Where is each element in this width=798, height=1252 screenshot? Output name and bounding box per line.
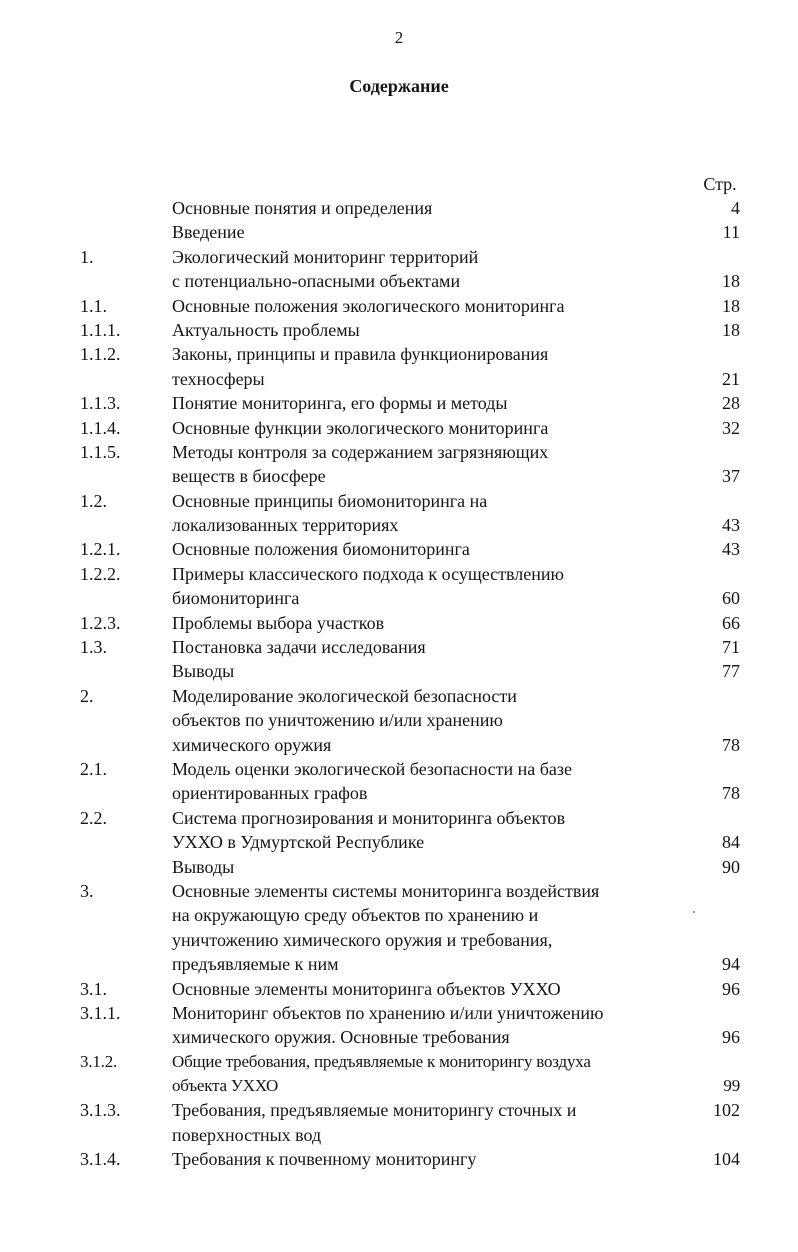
toc-page-number: 102 <box>713 1100 740 1121</box>
toc-entry-text: объекта УХХО <box>172 1076 279 1096</box>
page-title: Содержание <box>349 76 449 96</box>
toc-entry-text: химического оружия <box>172 734 332 755</box>
toc-page-number: 96 <box>722 1027 740 1048</box>
pages-column-header: Стр. <box>703 174 737 194</box>
toc-section-number: 2. <box>80 685 94 706</box>
toc-line <box>0 367 798 391</box>
toc-entry <box>0 562 798 611</box>
toc-line <box>0 879 798 903</box>
toc-entry <box>0 489 798 538</box>
toc-line <box>0 733 798 757</box>
toc-page-number: 18 <box>722 319 740 340</box>
toc-page-number: 43 <box>722 539 740 560</box>
toc-line <box>0 391 798 415</box>
toc-entry <box>0 245 798 294</box>
toc-page-number: 28 <box>722 393 740 414</box>
toc-entry <box>0 977 798 1001</box>
toc-entry <box>0 196 798 220</box>
toc-entry-text: Основные положения биомониторинга <box>172 539 470 560</box>
toc-entry <box>0 391 798 415</box>
toc-page-number: 66 <box>722 612 740 633</box>
toc-page-number: 43 <box>722 515 740 536</box>
toc-section-number: 2.2. <box>80 807 107 828</box>
toc-entry <box>0 318 798 342</box>
toc-line <box>0 635 798 659</box>
toc-entry <box>0 684 798 757</box>
toc-section-number: 3.1.1. <box>80 1002 121 1023</box>
toc-line <box>0 781 798 805</box>
toc-line <box>0 684 798 708</box>
toc-entry-text: Основные положения экологического мониторинга <box>172 295 565 316</box>
toc-entry <box>0 342 798 391</box>
toc-line <box>0 562 798 586</box>
toc-entry-text: поверхностных вод <box>172 1124 322 1145</box>
toc-page-number: 78 <box>722 734 740 755</box>
toc-entry-text: Примеры классического подхода к осуществлению <box>172 563 564 584</box>
toc-section-number: 3.1.4. <box>80 1149 121 1170</box>
toc-line <box>0 708 798 732</box>
toc-entry-text: Законы, принципы и правила функционирования <box>172 344 549 365</box>
toc-section-number: 1.2. <box>80 490 107 511</box>
toc-page-number: 71 <box>722 637 740 658</box>
toc-entry-text: Мониторинг объектов по хранению и/или уничтожению <box>172 1002 604 1023</box>
toc-entry-text: биомониторинга <box>172 588 300 609</box>
toc-entry-text: Требования к почвенному мониторингу <box>172 1149 477 1170</box>
toc-line <box>0 464 798 488</box>
toc-section-number: 2.1. <box>80 758 107 779</box>
toc-line <box>0 220 798 244</box>
toc-line <box>0 1123 798 1147</box>
toc-page-number: 77 <box>722 661 740 682</box>
toc-entry <box>0 1098 798 1147</box>
toc-section-number: 3.1. <box>80 978 107 999</box>
toc-section-number: 1.2.1. <box>80 539 121 560</box>
toc-entry <box>0 806 798 855</box>
toc-line <box>0 952 798 976</box>
toc-line <box>0 757 798 781</box>
toc-entry <box>0 659 798 683</box>
toc-line <box>0 1001 798 1025</box>
toc-line <box>0 416 798 440</box>
toc-entry <box>0 537 798 561</box>
toc-entry-text: Введение <box>172 222 245 243</box>
toc-entry-text: химического оружия. Основные требования <box>172 1027 510 1048</box>
toc-entry-text: Основные элементы системы мониторинга воздействия <box>172 880 600 901</box>
toc-section-number: 3.1.2. <box>80 1051 118 1071</box>
toc-section-number: 3.1.3. <box>80 1100 121 1121</box>
table-of-contents <box>0 196 798 1172</box>
toc-entry-text: с потенциально-опасными объектами <box>172 271 461 292</box>
toc-line <box>0 855 798 879</box>
toc-entry-text: уничтожению химического оружия и требования, <box>172 929 553 950</box>
toc-entry <box>0 879 798 977</box>
toc-section-number: 1.1.1. <box>80 319 121 340</box>
toc-line <box>0 513 798 537</box>
toc-entry-text: Общие требования, предъявляемые к мониторингу воздуха <box>172 1051 591 1071</box>
toc-page-number: 78 <box>722 783 740 804</box>
toc-section-number: 1.1.3. <box>80 393 121 414</box>
toc-entry-text: Экологический мониторинг территорий <box>172 246 479 267</box>
toc-line <box>0 245 798 269</box>
toc-line <box>0 318 798 342</box>
toc-line <box>0 342 798 366</box>
toc-entry-text: локализованных территориях <box>172 515 399 536</box>
toc-entry-text: Выводы <box>172 856 235 877</box>
toc-entry-text: Постановка задачи исследования <box>172 637 426 658</box>
toc-line <box>0 830 798 854</box>
scan-speck <box>693 911 695 913</box>
toc-line <box>0 440 798 464</box>
toc-page-number: 4 <box>731 198 740 218</box>
toc-section-number: 1.1.5. <box>80 441 121 462</box>
toc-line <box>0 1025 798 1049</box>
toc-page-number: 32 <box>722 417 740 438</box>
toc-page-number: 18 <box>722 271 740 292</box>
toc-entry-text: техносферы <box>172 368 265 389</box>
toc-entry <box>0 1147 798 1171</box>
toc-entry-text: объектов по уничтожению и/или хранению <box>172 710 503 731</box>
toc-entry <box>0 757 798 806</box>
toc-page-number: 60 <box>722 588 740 609</box>
toc-entry-text: Система прогнозирования и мониторинга объектов <box>172 807 566 828</box>
toc-page-number: 94 <box>722 954 740 975</box>
toc-entry-text: веществ в биосфере <box>172 466 326 487</box>
toc-page-number: 11 <box>722 222 740 243</box>
toc-page-number: 90 <box>722 856 740 877</box>
toc-entry-text: Основные функции экологического мониторинга <box>172 417 549 438</box>
toc-line <box>0 489 798 513</box>
toc-page-number: 37 <box>722 466 740 487</box>
toc-line <box>0 586 798 610</box>
toc-line <box>0 537 798 561</box>
toc-line <box>0 806 798 830</box>
toc-line <box>0 903 798 927</box>
toc-page-number: 104 <box>713 1149 740 1170</box>
toc-entry <box>0 220 798 244</box>
page-number: 2 <box>394 28 404 47</box>
toc-section-number: 1.3. <box>80 637 107 658</box>
toc-line <box>0 1074 798 1098</box>
toc-entry-text: Проблемы выбора участков <box>172 612 385 633</box>
toc-page-number: 84 <box>722 832 740 853</box>
toc-entry-text: Основные элементы мониторинга объектов УХХО <box>172 978 561 999</box>
toc-entry-text: предъявляемые к ним <box>172 954 339 975</box>
toc-entry-text: на окружающую среду объектов по хранению и <box>172 905 539 926</box>
toc-entry <box>0 1050 798 1099</box>
toc-line <box>0 1098 798 1122</box>
toc-entry-text: Методы контроля за содержанием загрязняющих <box>172 441 549 462</box>
toc-entry <box>0 294 798 318</box>
toc-section-number: 1.1. <box>80 295 107 316</box>
toc-entry <box>0 1001 798 1050</box>
toc-entry <box>0 611 798 635</box>
toc-entry-text: Требования, предъявляемые мониторингу сточных и <box>172 1100 577 1121</box>
toc-entry <box>0 635 798 659</box>
toc-page-number: 96 <box>722 978 740 999</box>
toc-line <box>0 294 798 318</box>
toc-entry-text: Моделирование экологической безопасности <box>172 685 517 706</box>
toc-line <box>0 977 798 1001</box>
toc-line <box>0 928 798 952</box>
toc-page-number: 99 <box>723 1076 740 1096</box>
toc-entry-text: Выводы <box>172 661 235 682</box>
toc-section-number: 1.1.4. <box>80 417 121 438</box>
toc-entry <box>0 855 798 879</box>
toc-entry-text: Модель оценки экологической безопасности на базе <box>172 758 572 779</box>
toc-page-number: 18 <box>722 295 740 316</box>
toc-entry-text: ориентированных графов <box>172 783 368 804</box>
toc-page-number: 21 <box>722 368 740 389</box>
toc-section-number: 1.2.2. <box>80 563 121 584</box>
toc-line <box>0 611 798 635</box>
toc-entry-text: Основные принципы биомониторинга на <box>172 490 488 511</box>
toc-line <box>0 1050 798 1074</box>
toc-section-number: 1. <box>80 246 94 267</box>
toc-entry-text: Понятие мониторинга, его формы и методы <box>172 393 508 414</box>
toc-entry <box>0 440 798 489</box>
toc-entry-text: УХХО в Удмуртской Республике <box>172 832 425 853</box>
toc-section-number: 3. <box>80 880 94 901</box>
toc-entry <box>0 416 798 440</box>
toc-line <box>0 659 798 683</box>
toc-entry-text: Основные понятия и определения <box>172 198 433 218</box>
toc-line <box>0 1147 798 1171</box>
toc-line <box>0 196 798 220</box>
toc-entry-text: Актуальность проблемы <box>172 319 360 340</box>
toc-line <box>0 269 798 293</box>
toc-section-number: 1.2.3. <box>80 612 121 633</box>
toc-section-number: 1.1.2. <box>80 344 121 365</box>
